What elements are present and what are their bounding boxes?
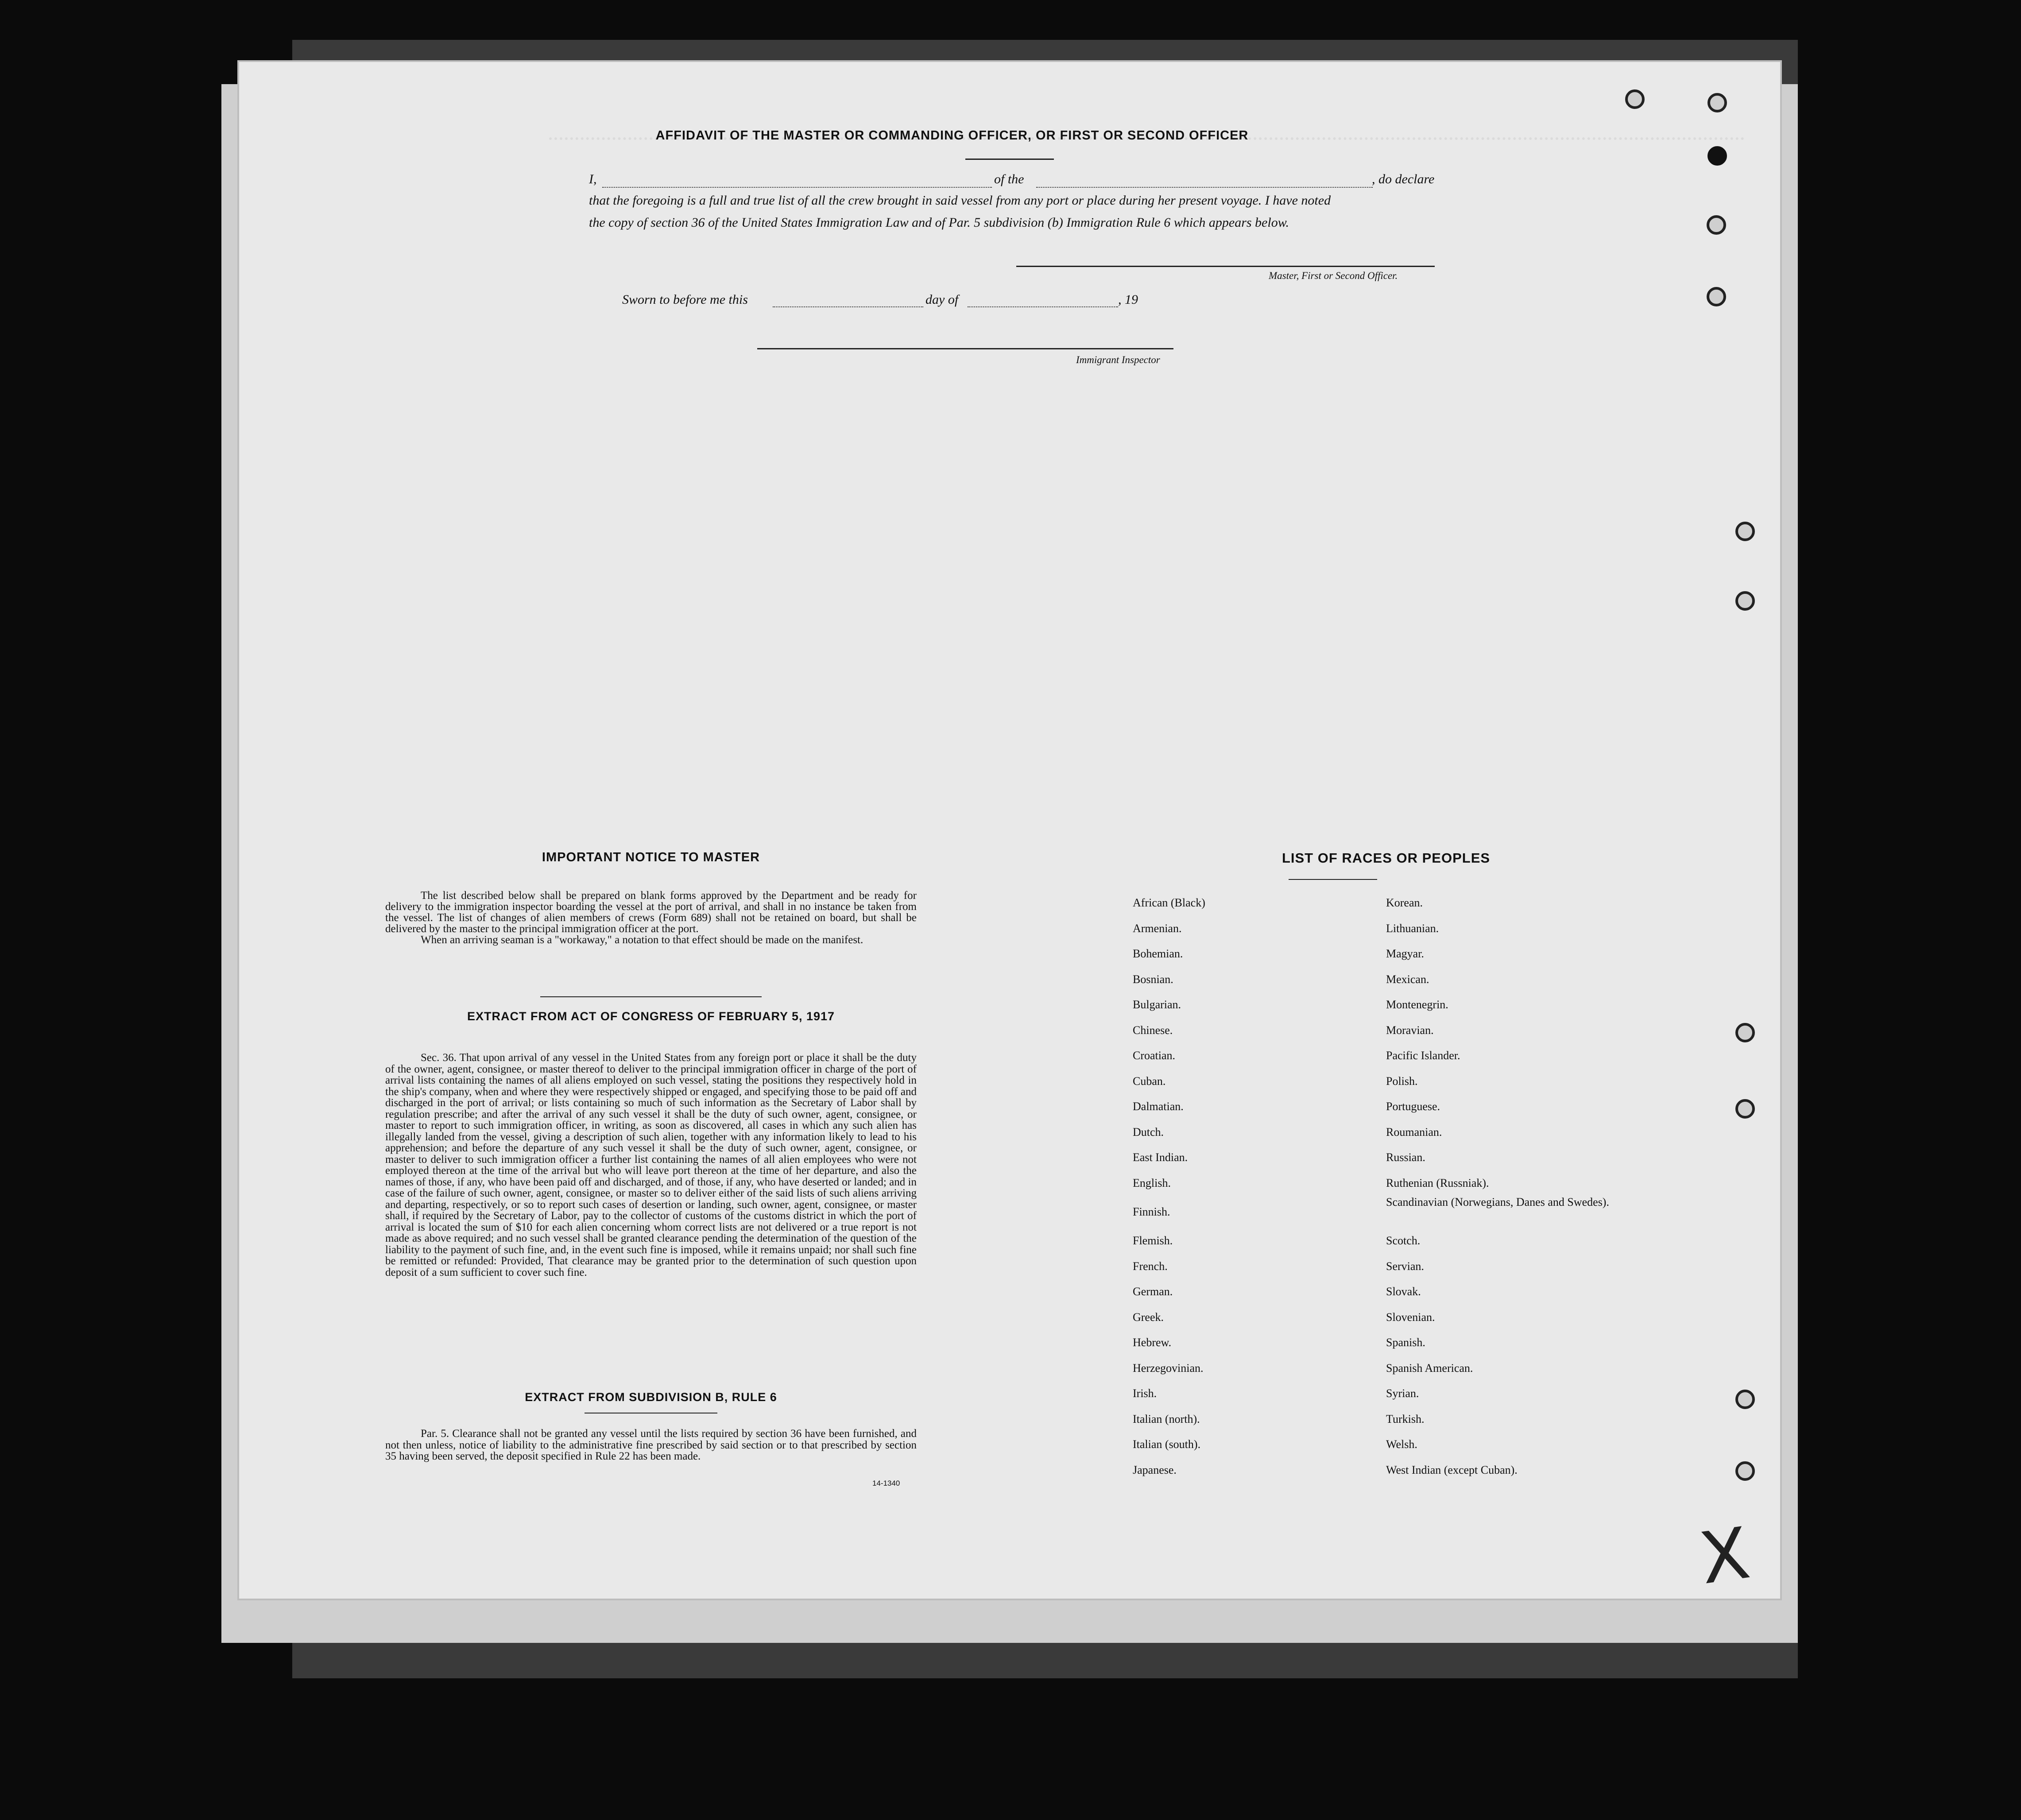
divider [965,159,1054,160]
race-item: Greek. [1133,1310,1164,1324]
divider [1289,879,1377,880]
race-item: Bohemian. [1133,947,1183,960]
race-item: Cuban. [1133,1074,1166,1088]
extract-act-body [385,1052,917,1278]
punch-hole [1735,1390,1755,1409]
race-item: Slovenian. [1386,1310,1435,1324]
declaration-line-3: the copy of section 36 of the United States Immigration Law and of Par. 5 subdivision (b) Immigration Rule 6 which appears below. [589,215,1289,230]
notice-paragraph: The list described below shall be prepared on blank forms approved by the Department and be ready for delivery to the immigration inspector boarding the vessel at the port of arrival, and shall in no instance be taken from the vessel. The list of changes of alien members of crews (Form 689) shall not be retained on board, but shall be delivered by the master to the principal immigration officer at the port. [385,890,917,935]
declaration-do-declare: , do declare [1372,172,1435,186]
race-item: Roumanian. [1386,1125,1442,1138]
inspector-caption: Immigrant Inspector [1076,354,1160,365]
races-left-column [1133,890,1363,1483]
extract-act-paragraph: Sec. 36. That upon arrival of any vessel in the United States from any foreign port or place it shall be the duty of the owner, agent, consignee, or master thereof to deliver to the principal immigration officer in charge of the port of arrival lists containing the names of all aliens employed on such vessel, stating the positions they respectively hold in the ship's company, when and where they were respectively shipped or engaged, and specifying those to be paid off and discharged in the port of arrival; or lists containing so much of such information as the Secretary of Labor shall by regulation prescribe; and after the arrival of any such vessel it shall be the duty of such owner, agent, consignee, or master to report to such immigration officer, in writing, as soon as discovered, all cases in which any such alien has illegally landed from the vessel, giving a description of such alien, together with any information likely to lead to his apprehension; and before the departure of any such vessel it shall be the duty of such owner, agent, consignee, or master to deliver to such immigration officer a further list containing the names of all alien employees who were not employed thereon at the time of the arrival but who will leave port thereon at the time of her departure, and also the names of those, if any, who have been paid off and discharged, and of those, if any, who have deserted or landed; and in case of the failure of such owner, agent, consignee, or master so to deliver either of the said lists of such aliens arriving and departing, respectively, or so to report such cases of desertion or landing, such owner, agent, consignee, or master shall, if required by the Secretary of Labor, pay to the collector of customs of the customs district in which the port of arrival is located the sum of $10 for each alien concerning whom correct lists are not delivered or a true report is not made as above required; and no such vessel shall be granted clearance pending the determination of the question of the liability to the payment of such fine, and, in the event such fine is imposed, while it remains unpaid; nor shall such fine be remitted or refunded: Provided, That clearance may be granted prior to the determination of such question upon deposit of a sum sufficient to cover such fine. [385,1052,917,1278]
punch-hole [1625,89,1645,109]
punch-hole [1707,287,1726,306]
race-item: Dutch. [1133,1125,1164,1138]
punch-hole [1707,215,1726,235]
extract-rule-paragraph: Par. 5. Clearance shall not be granted any vessel until the lists required by section 36 have been furnished, and not then unless, notice of liability to the administrative fine prescribed by said section or to that prescribed by section 35 having been served, the deposit specified in Rule 22 has been made. [385,1428,917,1462]
inspector-signature-line[interactable] [757,348,1173,349]
sworn-year: , 19 [1118,292,1138,307]
race-item: Croatian. [1133,1049,1176,1062]
extract-act-title: EXTRACT FROM ACT OF CONGRESS OF FEBRUARY 5, 1917 [467,1010,835,1023]
blank-name[interactable] [602,187,992,188]
master-signature-line[interactable] [1016,266,1435,267]
race-item: Italian (south). [1133,1438,1201,1451]
race-item: Portuguese. [1386,1100,1440,1113]
punch-hole [1735,1099,1755,1119]
race-item: East Indian. [1133,1151,1188,1164]
punch-hole [1707,93,1727,112]
race-item: Spanish. [1386,1336,1425,1349]
manifest-page [239,62,1780,1599]
race-item: Turkish. [1386,1412,1425,1425]
race-item: Servian. [1386,1259,1424,1273]
notice-title: IMPORTANT NOTICE TO MASTER [542,850,760,864]
sworn-day-of: day of [925,292,959,307]
declaration-i: I, [589,172,597,186]
race-item: African (Black) [1133,896,1205,909]
sworn-line [622,292,1138,312]
declaration-line-1 [589,172,1435,191]
handwritten-mark: X [1695,1511,1755,1600]
race-item: Magyar. [1386,947,1424,960]
race-item: Bulgarian. [1133,998,1181,1011]
divider [540,996,762,997]
race-item: Hebrew. [1133,1336,1172,1349]
race-item: German. [1133,1285,1173,1298]
race-item: Pacific Islander. [1386,1049,1460,1062]
declaration-line-2: that the foregoing is a full and true list of all the crew brought in said vessel from any port or place during her present voyage. I have noted [589,193,1331,208]
race-item: Armenian. [1133,922,1182,935]
race-item: Polish. [1386,1074,1418,1088]
race-item: Dalmatian. [1133,1100,1184,1113]
punch-hole [1735,591,1755,611]
punch-hole [1735,1023,1755,1042]
blank-vessel[interactable] [1036,187,1373,188]
race-item: English. [1133,1176,1171,1189]
affidavit-title: AFFIDAVIT OF THE MASTER OR COMMANDING OFFICER, OR FIRST OR SECOND OFFICER [655,128,1249,143]
race-item: Syrian. [1386,1387,1419,1400]
race-item: Scotch. [1386,1234,1421,1247]
races-title: LIST OF RACES OR PEOPLES [1282,850,1491,866]
race-item: Ruthenian (Russniak). [1386,1176,1489,1189]
notice-paragraph: When an arriving seaman is a "workaway," a notation to that effect should be made on the manifest. [421,934,863,946]
notice-body [385,890,917,945]
blank-month[interactable] [968,306,1118,307]
race-item: Mexican. [1386,972,1429,986]
punch-hole [1735,522,1755,541]
race-item: Irish. [1133,1387,1157,1400]
race-item: Italian (north). [1133,1412,1200,1425]
extract-rule-title: EXTRACT FROM SUBDIVISION B, RULE 6 [525,1390,777,1404]
blank-day[interactable] [773,306,923,307]
race-item: Moravian. [1386,1023,1434,1037]
race-item: Finnish. [1133,1205,1170,1218]
race-item: Bosnian. [1133,972,1173,986]
race-item: French. [1133,1259,1168,1273]
punch-hole [1735,1461,1755,1481]
race-item: Flemish. [1133,1234,1173,1247]
declaration-of-the: of the [994,172,1024,186]
race-item: Welsh. [1386,1438,1417,1451]
race-item: Scandinavian (Norwegians, Danes and Swedes). [1386,1196,1609,1208]
race-item: Chinese. [1133,1023,1173,1037]
race-item: Japanese. [1133,1463,1177,1476]
sworn-text: Sworn to before me this [622,292,748,307]
race-item: Spanish American. [1386,1361,1473,1375]
race-item: Russian. [1386,1151,1425,1164]
race-item: Montenegrin. [1386,998,1448,1011]
extract-rule-body [385,1428,917,1462]
master-signature-caption: Master, First or Second Officer. [1269,270,1398,281]
race-item: Korean. [1386,896,1423,909]
race-item: West Indian (except Cuban). [1386,1463,1518,1476]
race-item: Lithuanian. [1386,922,1439,935]
race-item: Slovak. [1386,1285,1421,1298]
form-number: 14-1340 [872,1479,900,1487]
races-right-column [1386,890,1616,1483]
punch-hole [1707,146,1727,166]
race-item: Herzegovinian. [1133,1361,1204,1375]
